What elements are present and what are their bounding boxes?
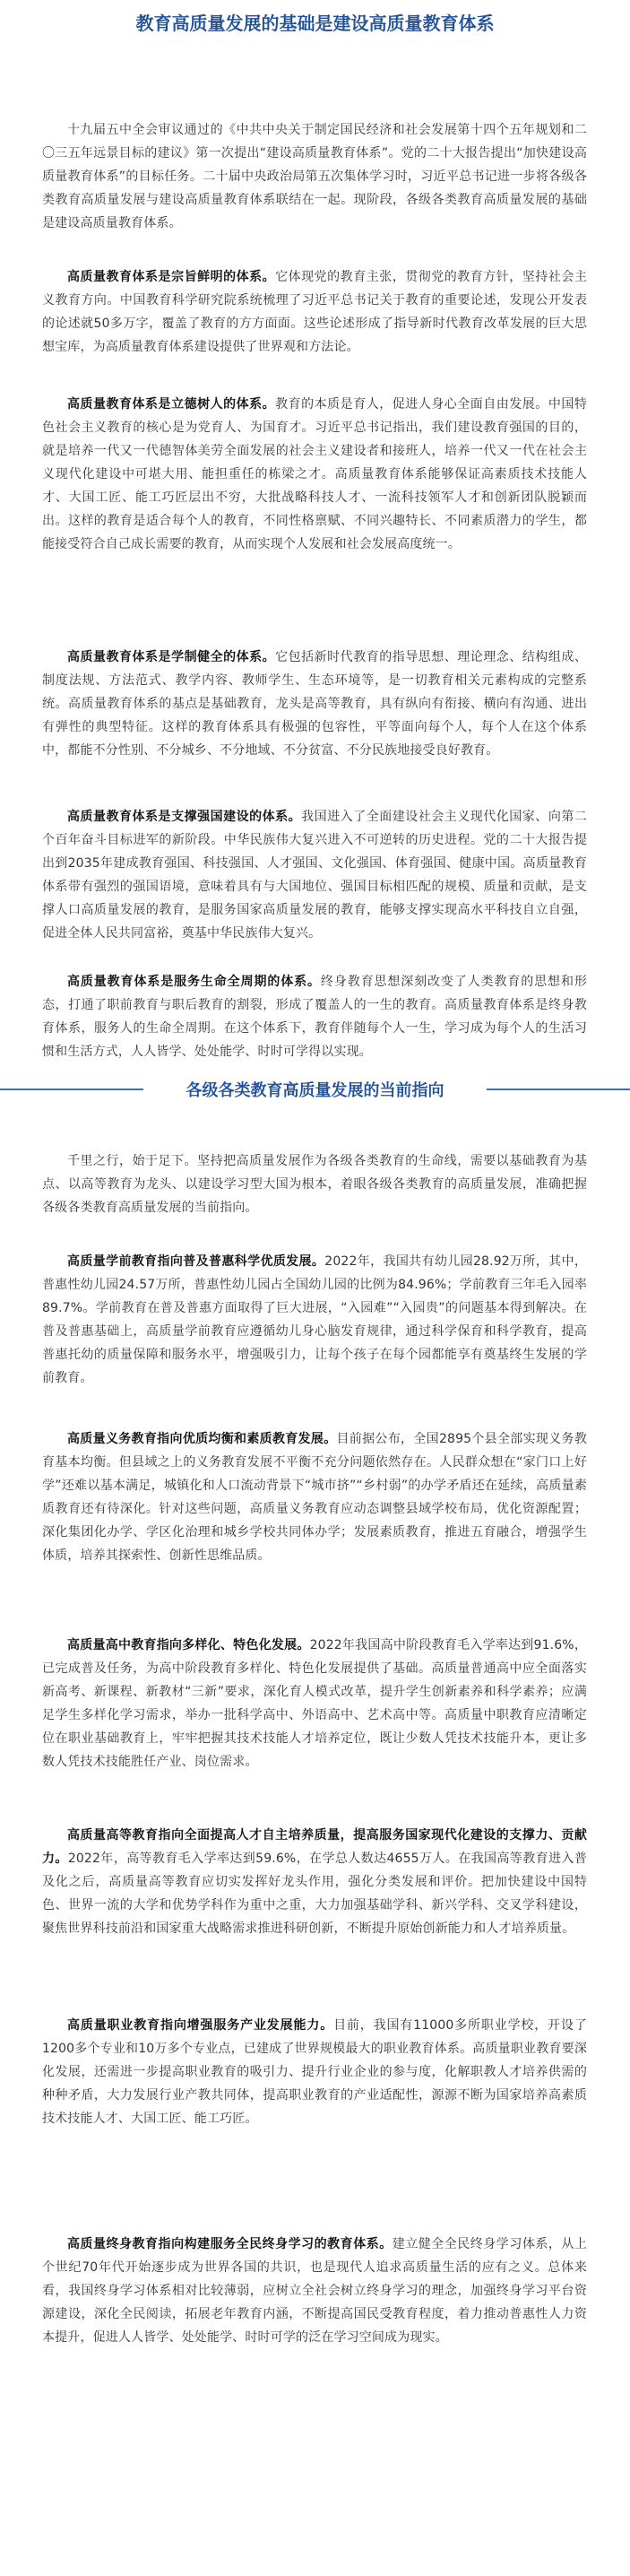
section2-paragraph-3	[42, 1427, 587, 1567]
section2-paragraph-5-body: 2022年，高等教育毛入学率达到59.6%，在学总人数达4655万人。在我国高等教育进入普及化之后，高质量高等教育应切实发挥好龙头作用，强化分类发展和评价。把加快建设中国特色、世界一流的大学和优势学科作为重中之重，大力加强基础学科、新兴学科、交叉学科建设，聚焦世界科技前沿和国家重大战略需求推进科研创新，不断提升原始创新能力和人才培养质量。	[42, 1852, 587, 1936]
article-title: 教育高质量发展的基础是建设高质量教育体系	[135, 13, 495, 34]
section1-paragraph-3-lead: 高质量教育体系是学制健全的体系。	[67, 650, 276, 664]
section2-heading	[0, 1080, 630, 1098]
section2-paragraph-3-body: 目前据公布，全国2895个县全部实现义务教育基本均衡。但县域之上的义务教育发展不平衡不充分问题依然存在。人民群众想在“家门口上好学”还难以基本满足，城镇化和人口流动背景下“城市挤”“乡村弱”的办学矛盾还在延续，高质量素质教育还有待深化。针对这些问题，高质量义务教育应动态调整县域学校布局，优化资源配置；深化集团化办学、学区化治理和城乡学校共同体办学；发展素质教育，推进五育融合，增强学生体质，培养其探索性、创新性思维品质。	[42, 1432, 587, 1563]
section2-paragraph-5-lead: 高质量高等教育指向全面提高人才自主培养质量，提高服务国家现代化建设的支撑力、贡献力。	[42, 1828, 587, 1866]
section2-paragraph-7	[42, 2233, 587, 2349]
section1-paragraph-3	[42, 646, 587, 762]
section1-paragraph-5-lead: 高质量教育体系是服务生命全周期的体系。	[67, 975, 321, 989]
section2-paragraph-2	[42, 1250, 587, 1390]
section1-paragraph-1	[42, 265, 587, 359]
section2-paragraph-6-lead: 高质量职业教育指向增强服务产业发展能力。	[67, 2018, 334, 2033]
section1-paragraph-4	[42, 805, 587, 945]
section2-paragraph-4	[42, 1634, 587, 1774]
section2-title: 各级各类教育高质量发展的当前指向	[186, 1081, 444, 1100]
section1-paragraph-2-body: 教育的本质是育人，促进人身心全面自由发展。中国特色社会主义教育的核心是为党育人、为国育才。习近平总书记指出，我们建设教育强国的目的，就是培养一代又一代德智体美劳全面发展的社会主义建设者和接班人，培养一代又一代在社会主义现代化建设中可堪大用、能担重任的栋梁之才。高质量教育体系能够保证高素质技术技能人才、大国工匠、能工巧匠层出不穷，大批战略科技人才、一流科技领军人才和创新团队脱颖而出。这样的教育是适合每个人的教育，不同性格禀赋、不同兴趣特长、不同素质潜力的学生，都能接受符合自己成长需要的教育，从而实现个人发展和社会发展高度统一。	[42, 397, 587, 551]
section2-paragraph-6	[42, 2014, 587, 2130]
section1-paragraph-2	[42, 393, 587, 556]
section2-paragraph-2-body: 2022年，我国共有幼儿园28.92万所，其中，普惠性幼儿园24.57万所，普惠性幼儿园占全国幼儿园的比例为84.96%；学前教育三年毛入园率89.7%。学前教育在普及普惠方面取得了巨大进展，“入园难”“入园贵”的问题基本得到解决。在普及普惠基础上，高质量学前教育应遵循幼儿身心脑发育规律，通过科学保育和科学教育，提高普惠托幼的质量保障和服务水平，增强吸引力，让每个孩子在每个园都能享有奠基终生发展的学前教育。	[42, 1254, 588, 1385]
section1-paragraph-5-body: 终身教育思想深刻改变了人类教育的思想和形态，打通了职前教育与职后教育的割裂，形成了覆盖人的一生的教育。高质量教育体系是终身教育体系，服务人的生命全周期。在这个体系下，教育伴随每个人一生，学习成为每个人的生活习惯和生活方式，人人皆学、处处能学、时时可学得以实现。	[42, 975, 587, 1059]
intro-text: 十九届五中全会审议通过的《中共中央关于制定国民经济和社会发展第十四个五年规划和二〇三五年远景目标的建议》第一次提出“建设高质量教育体系”。党的二十大报告提出“加快建设高质量教育体系”的目标任务。二十届中央政治局第五次集体学习时，习近平总书记进一步将各级各类教育高质量发展与建设高质量教育体系联结在一起。现阶段，各级各类教育高质量发展的基础是建设高质量教育体系。	[42, 123, 587, 230]
section2-paragraph-7-body: 建立健全全民终身学习体系，从上个世纪70年代开始逐步成为世界各国的共识，也是现代人追求高质量生活的应有之义。总体来看，我国终身学习体系相对比较薄弱，应树立全社会树立终身学习的理念，加强终身学习平台资源建设，深化全民阅读，拓展老年教育内涵，不断提高国民受教育程度，着力推动普惠性人力资本提升，促进人人皆学、处处能学、时时可学的泛在学习空间成为现实。	[42, 2237, 588, 2345]
section2-paragraph-1-body: 千里之行，始于足下。坚持把高质量发展作为各级各类教育的生命线，需要以基础教育为基点、以高等教育为龙头、以建设学习型大国为根本，着眼各级各类教育的高质量发展，准确把握各级各类教育高质量发展的当前指向。	[42, 1154, 587, 1215]
section2-paragraph-1	[42, 1149, 587, 1219]
section1-paragraph-5	[42, 970, 587, 1063]
section2-paragraph-7-lead: 高质量终身教育指向构建服务全民终身学习的教育体系。	[67, 2237, 393, 2251]
section2-paragraph-4-lead: 高质量高中教育指向多样化、特色化发展。	[67, 1638, 310, 1652]
section2-heading-right-rule	[487, 1089, 630, 1090]
section1-paragraph-1-lead: 高质量教育体系是宗旨鲜明的体系。	[67, 270, 276, 284]
section1-paragraph-2-lead: 高质量教育体系是立德树人的体系。	[67, 397, 276, 412]
intro-paragraph	[42, 118, 587, 235]
section1-paragraph-3-body: 它包括新时代教育的指导思想、理论理念、结构组成、制度法规、方法范式、教学内容、教师学生、生态环境等，是一切教育相关元素构成的完整系统。高质量教育体系的基点是基础教育，龙头是高等教育，具有纵向有衔接、横向有沟通、进出有弹性的典型特征。这样的教育体系具有极强的包容性，平等面向每个人，每个人在这个体系中，都能不分性别、不分城乡、不分地域、不分贫富、不分民族地接受良好教育。	[42, 650, 587, 758]
section1-paragraph-4-lead: 高质量教育体系是支撑强国建设的体系。	[67, 810, 302, 824]
section1-paragraph-4-body: 我国进入了全面建设社会主义现代化国家、向第二个百年奋斗目标进军的新阶段。中华民族伟大复兴进入不可逆转的历史进程。党的二十大报告提出到2035年建成教育强国、科技强国、人才强国、文化强国、体育强国、健康中国。高质量教育体系带有强烈的强国语境，意味着具有与大国地位、强国目标相匹配的规模、质量和贡献，是支撑人口高质量发展的教育，是服务国家高质量发展的教育，能够支撑实现高水平科技自立自强，促进全体人民共同富裕，奠基中华民族伟大复兴。	[42, 810, 587, 941]
section2-paragraph-2-lead: 高质量学前教育指向普及普惠科学优质发展。	[67, 1254, 325, 1269]
section2-paragraph-4-body: 2022年我国高中阶段教育毛入学率达到91.6%，已完成普及任务，为高中阶段教育多样化、特色化发展提供了基础。高质量普通高中应全面落实新高考、新课程、新教材“三新”要求，深化育人模式改革，提升学生创新素养和科学素养；应满足学生多样化学习需求，举办一批科学高中、外语高中、艺术高中等。高质量中职教育应清晰定位在职业基础教育上，牢牢把握其技术技能人才培养定位，既让少数人凭技术技能升本，更让多数人凭技术技能胜任产业、岗位需求。	[42, 1638, 587, 1769]
section2-paragraph-5	[42, 1824, 587, 1940]
section1-paragraph-1-body: 它体现党的教育主张，贯彻党的教育方针，坚持社会主义教育方向。中国教育科学研究院系统梳理了习近平总书记关于教育的重要论述，发现公开发表的论述就50多万字，覆盖了教育的方方面面。这些论述形成了指导新时代教育改革发展的巨大思想宝库，为高质量教育体系建设提供了世界观和方法论。	[42, 270, 587, 354]
section2-paragraph-6-body: 目前，我国有11000多所职业学校，开设了1200多个专业和10万多个专业点，已建成了世界规模最大的职业教育体系。高质量职业教育要深化发展，还需进一步提高职业教育的吸引力、提升行业企业的参与度，化解职教人才培养供需的种种矛盾，大力发展行业产教共同体，提高职业教育的产业适配性，源源不断为国家培养高素质技术技能人才、大国工匠、能工巧匠。	[42, 2018, 587, 2126]
section2-paragraph-3-lead: 高质量义务教育指向优质均衡和素质教育发展。	[67, 1432, 337, 1446]
